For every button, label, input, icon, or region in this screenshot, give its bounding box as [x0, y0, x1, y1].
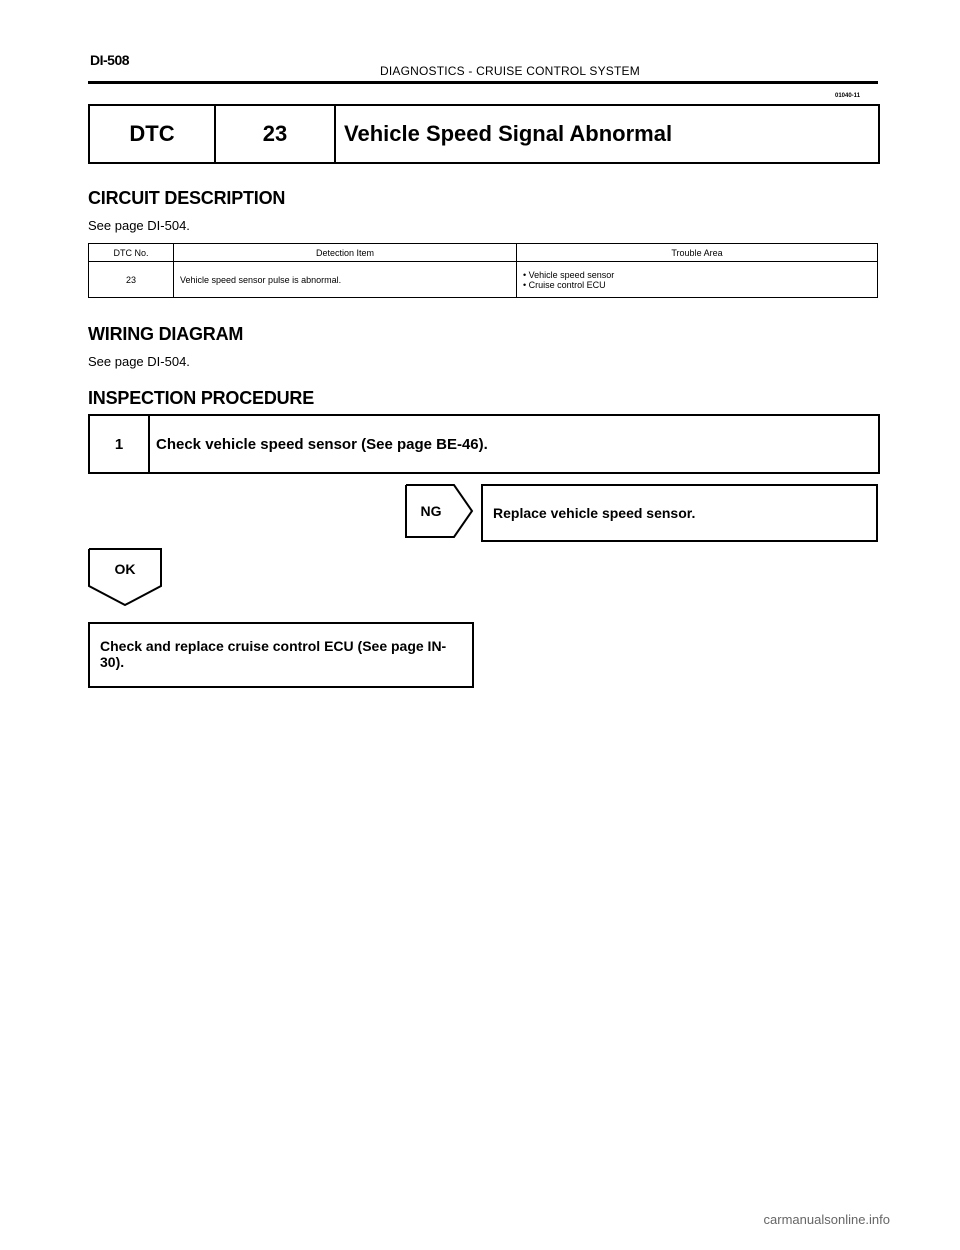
column-header: DTC No.	[89, 244, 174, 262]
section-heading-circuit-description: CIRCUIT DESCRIPTION	[88, 188, 286, 208]
ng-action-text: Replace vehicle speed sensor.	[493, 505, 696, 521]
dtc-code: 23	[262, 121, 288, 146]
trouble-area-cell	[517, 262, 878, 298]
dtc-number-cell: 23	[89, 262, 174, 298]
table-header-row	[89, 244, 878, 262]
column-header: Trouble Area	[517, 244, 878, 262]
ng-action-box	[481, 484, 878, 542]
wiring-reference: See page DI-504.	[88, 354, 190, 369]
section-heading-wiring-diagram: WIRING DIAGRAM	[88, 324, 244, 344]
ng-label: NG	[420, 503, 442, 519]
ok-tag	[88, 548, 162, 606]
dtc-description: Vehicle Speed Signal Abnormal	[344, 121, 673, 146]
dtc-detection-table	[88, 243, 878, 298]
step-number: 1	[114, 435, 124, 453]
final-action-text: Check and replace cruise control ECU (See page IN-30).	[100, 638, 447, 670]
table-row	[89, 262, 878, 298]
detection-item-cell: Vehicle speed sensor pulse is abnormal.	[174, 262, 517, 298]
page-header-title: DIAGNOSTICS - CRUISE CONTROL SYSTEM	[380, 64, 640, 78]
circuit-reference: See page DI-504.	[88, 218, 190, 233]
dtc-label: DTC	[129, 121, 175, 146]
section-heading-inspection-procedure: INSPECTION PROCEDURE	[88, 388, 315, 408]
inspection-step	[88, 414, 880, 474]
trouble-area-item: • Vehicle speed sensor	[523, 269, 615, 280]
divider	[148, 416, 150, 472]
ng-tag	[404, 484, 474, 538]
document-code: 01040-11	[835, 93, 861, 99]
header-rule	[88, 81, 878, 84]
divider	[334, 106, 336, 162]
column-header: Detection Item	[174, 244, 517, 262]
ok-label: OK	[114, 561, 136, 577]
trouble-area-item: • Cruise control ECU	[523, 279, 606, 290]
step-text: Check vehicle speed sensor (See page BE-46).	[156, 435, 488, 453]
page-number: DI-508	[90, 52, 130, 68]
watermark: carmanualsonline.info	[763, 1212, 890, 1227]
dtc-banner	[88, 104, 880, 164]
final-action-box	[88, 622, 474, 688]
